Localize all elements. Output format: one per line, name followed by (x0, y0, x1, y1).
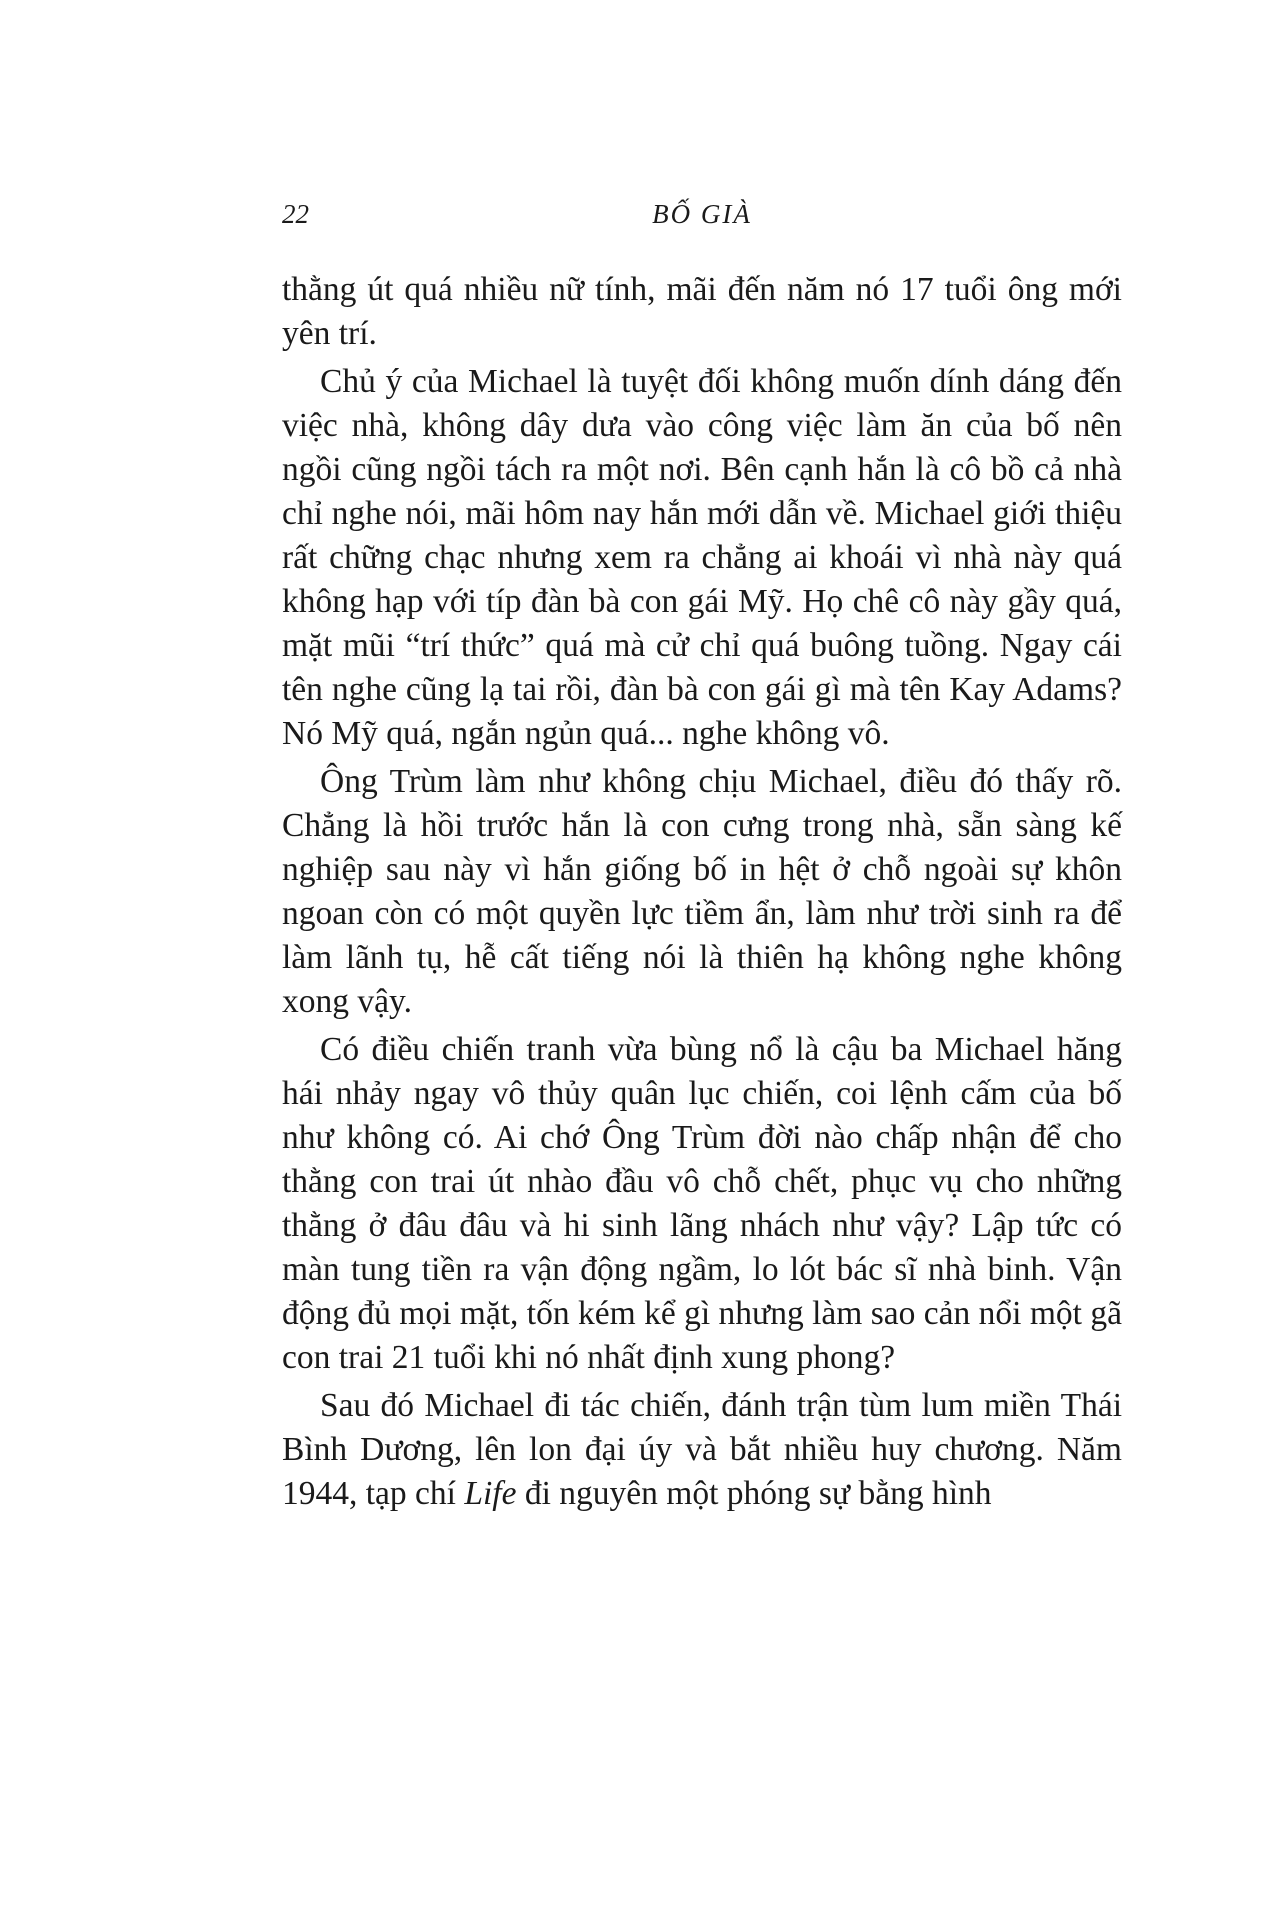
body-text (282, 268, 1122, 1520)
paragraph-4: Có điều chiến tranh vừa bùng nổ là cậu ba Michael hăng hái nhảy ngay vô thủy quân lục chiến, coi lệnh cấm của bố như không có. Ai chớ Ông Trùm đời nào chấp nhận để cho thằng con trai út nhào đầu vô chỗ chết, phục vụ cho những thằng ở đâu đâu và hi sinh lãng nhách như vậy? Lập tức có màn tung tiền ra vận động ngầm, lo lót bác sĩ nhà binh. Vận động đủ mọi mặt, tốn kém kể gì nhưng làm sao cản nổi một gã con trai 21 tuổi khi nó nhất định xung phong? (282, 1031, 1122, 1376)
running-header (282, 194, 1122, 234)
paragraph-3: Ông Trùm làm như không chịu Michael, điều đó thấy rõ. Chẳng là hồi trước hắn là con cưng trong nhà, sẵn sàng kế nghiệp sau này vì hắn giống bố in hệt ở chỗ ngoài sự khôn ngoan còn có một quyền lực tiềm ẩn, làm như trời sinh ra để làm lãnh tụ, hễ cất tiếng nói là thiên hạ không nghe không xong vậy. (282, 763, 1122, 1020)
page-number: 22 (282, 199, 309, 229)
paragraph-1: thằng út quá nhiều nữ tính, mãi đến năm nó 17 tuổi ông mới yên trí. (282, 271, 1122, 352)
paragraph-2: Chủ ý của Michael là tuyệt đối không muốn dính dáng đến việc nhà, không dây dưa vào công việc làm ăn của bố nên ngồi cũng ngồi tách ra một nơi. Bên cạnh hắn là cô bồ cả nhà chỉ nghe nói, mãi hôm nay hắn mới dẫn về. Michael giới thiệu rất chững chạc nhưng xem ra chẳng ai khoái vì nhà này quá không hạp với típ đàn bà con gái Mỹ. Họ chê cô này gầy quá, mặt mũi “trí thức” quá mà cử chỉ quá buông tuồng. Ngay cái tên nghe cũng lạ tai rồi, đàn bà con gái gì mà tên Kay Adams? Nó Mỹ quá, ngắn ngủn quá... nghe không vô. (282, 363, 1122, 752)
book-title: BỐ GIÀ (652, 199, 752, 229)
paragraph-5-text-a: Sau đó Michael đi tác chiến, đánh trận tùm lum miền Thái Bình Dương, lên lon đại úy và bắt nhiều huy chương. Năm 1944, tạp chí (282, 1387, 1122, 1512)
magazine-title: Life (464, 1475, 517, 1512)
paragraph-5-text-b: đi nguyên một phóng sự bằng hình (516, 1475, 992, 1512)
paragraph-5 (282, 1384, 1122, 1516)
